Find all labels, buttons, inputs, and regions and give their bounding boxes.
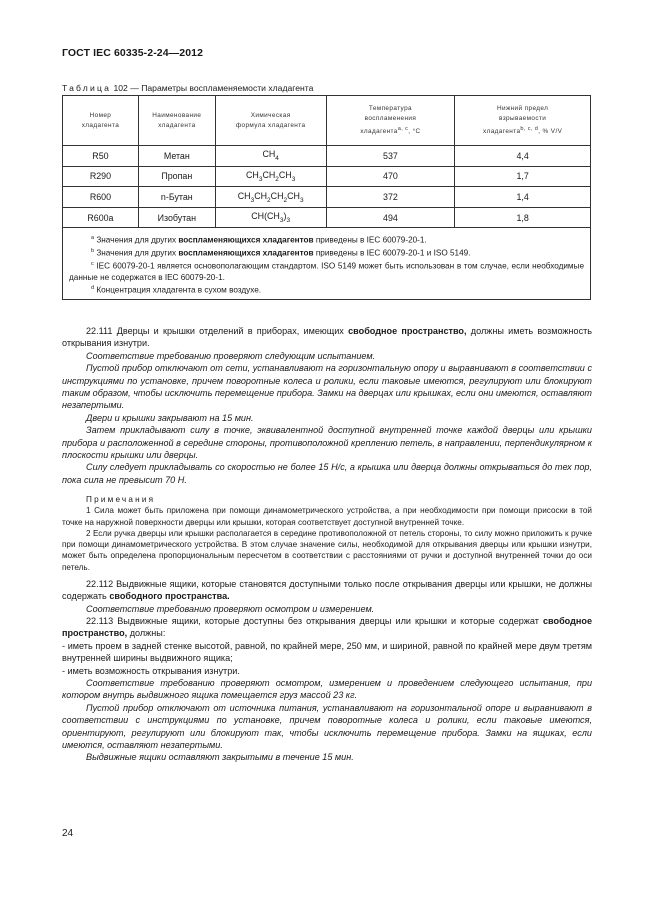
footnote-d: $^d$ Концентрация хладагента в сухом воздухе. bbox=[91, 284, 262, 295]
col-header-formula: Химическая формула хладагента bbox=[215, 96, 326, 146]
col-header-limit: Нижний предел взрываемости хладагента$^{b, c, d}$, % V/V bbox=[455, 96, 591, 146]
clause-22-113: 22.113 Выдвижные ящики, которые доступны без открывания дверцы или крышки и которые содержат свободное пространство, должны: bbox=[62, 615, 592, 639]
col-header-name: Наименование хладагента bbox=[138, 96, 215, 146]
test-procedure: Пустой прибор отключают от сети, устанавливают на горизонтальную опору и выравнивают в соответствии с инструкциями по установке, причем поворотные колеса и ролики, если таковые имеются, регулируют или блокируют таким образом, чтобы исключить перемещение прибора. Замки на дверцах или крышках, если они имеются, оставляют незапертыми. bbox=[62, 363, 592, 411]
refrigerant-table bbox=[62, 95, 591, 300]
col-header-temperature: Температура воспламенения хладагента$^{a, c}$, °C bbox=[326, 96, 455, 146]
note-2: 2 Если ручка дверцы или крышки располагается в середине противоположной от петель стороны, то силу можно приложить к ручке при помощи динамометрического устройства. В этом случае значение силы, необходимой для открывания дверцы или крышки изнутри, может быть определена пропорциональным пересчетом в соответствии с расстояниями от ручки и доступной внутренней точки до оси петель. bbox=[62, 528, 592, 572]
table-footnotes-row bbox=[63, 228, 591, 300]
compliance-text: Соответствие требованию проверяют следующим испытанием. bbox=[86, 350, 376, 361]
test-procedure: Двери и крышки закрывают на 15 мин. bbox=[86, 412, 254, 423]
compliance-text: Соответствие требованию проверяют осмотром и измерением. bbox=[86, 603, 375, 614]
clause-22-112: 22.112 Выдвижные ящики, которые становятся доступными только после открывания дверцы или крышки, не должны содержать свободного пространства. bbox=[62, 578, 592, 602]
test-procedure: Затем прикладывают силу в точке, эквивалентной доступной внутренней точке каждой дверцы или крышки прибора и расположенной в середине стороны, противоположной креплению петель, в направлении, перпендикулярном к плоскости крышки или дверцы. bbox=[62, 425, 592, 461]
test-procedure: Выдвижные ящики оставляют закрытыми в течение 15 мин. bbox=[86, 752, 354, 763]
list-item: - иметь возможность открывания изнутри. bbox=[62, 665, 240, 676]
clause-22-111: 22.111 Дверцы и крышки отделений в приборах, имеющих свободное пространство, должны иметь возможность открывания изнутри. bbox=[62, 326, 593, 349]
footnote-c: $^c$ IEC 60079-20-1 является основополагающим стандартом. ISO 5149 может быть использован в том случае, если необходимые данные не содержатся в IEC 60079-20-1. bbox=[69, 260, 584, 282]
table-caption-word: Таблица bbox=[62, 83, 112, 93]
footnote-b: $^b$ Значения для других воспламеняющихся хладагентов приведены в IEC 60079-20-1 и ISO 5149. bbox=[91, 248, 471, 258]
body-text bbox=[62, 325, 592, 764]
table-caption-text: 102 — Параметры воспламеняемости хладагента bbox=[113, 83, 314, 93]
table-header-row bbox=[63, 96, 591, 146]
test-procedure: Силу следует прикладывать со скоростью не более 15 Н/с, а крышка или дверца должны открываться до тех пор, пока сила не превысит 70 Н. bbox=[62, 462, 592, 485]
col-header-number: Номер хладагента bbox=[63, 96, 139, 146]
list-item: - иметь проем в задней стенке высотой, равной, по крайней мере, 250 мм, и шириной, равной по крайней мере двум третям внутренней ширины выдвижного ящика; bbox=[62, 640, 592, 664]
standard-header: ГОСТ IEC 60335-2-24—2012 bbox=[62, 47, 204, 59]
footnote-a: $^a$ Значения для других воспламеняющихся хладагентов приведены в IEC 60079-20-1. bbox=[91, 235, 427, 246]
compliance-text: Соответствие требованию проверяют осмотром, измерением и проведением следующего испытания, при котором внутрь выдвижного ящика помещается груз массой 23 кг. bbox=[62, 677, 592, 701]
notes-heading: Примечания bbox=[86, 495, 156, 505]
test-procedure: Пустой прибор отключают от источника питания, устанавливают на горизонтальной опоре и выравнивают в соответствии с инструкциями по установке, причем поворотные колеса и ролики, если таковые имеются, ориентируют, регулируют или блокируют так, чтобы исключить перемещение прибора. Замки на ящиках, если имеются, оставляют незапертыми. bbox=[62, 702, 592, 750]
table-caption bbox=[62, 83, 313, 93]
table-row: R600 n-Бутан $CH_3CH_2CH_2CH_3$ 372 1,4 bbox=[63, 187, 591, 208]
page-number: 24 bbox=[62, 828, 74, 839]
table-row: R600a Изобутан $CH(CH_3)_3$ 494 1,8 bbox=[63, 207, 591, 228]
note-1: 1 Сила может быть приложена при помощи динамометрического устройства, а при необходимости при помощи присоски в той точке на наружной поверхности дверцы или крышки, которая соответствует доступной внутренней точке. bbox=[62, 506, 592, 527]
table-row: R50 Метан $CH_4$ 537 4,4 bbox=[63, 146, 591, 167]
table-row: R290 Пропан $CH_3CH_2CH_3$ 470 1,7 bbox=[63, 166, 591, 187]
table-footnotes bbox=[63, 228, 591, 300]
